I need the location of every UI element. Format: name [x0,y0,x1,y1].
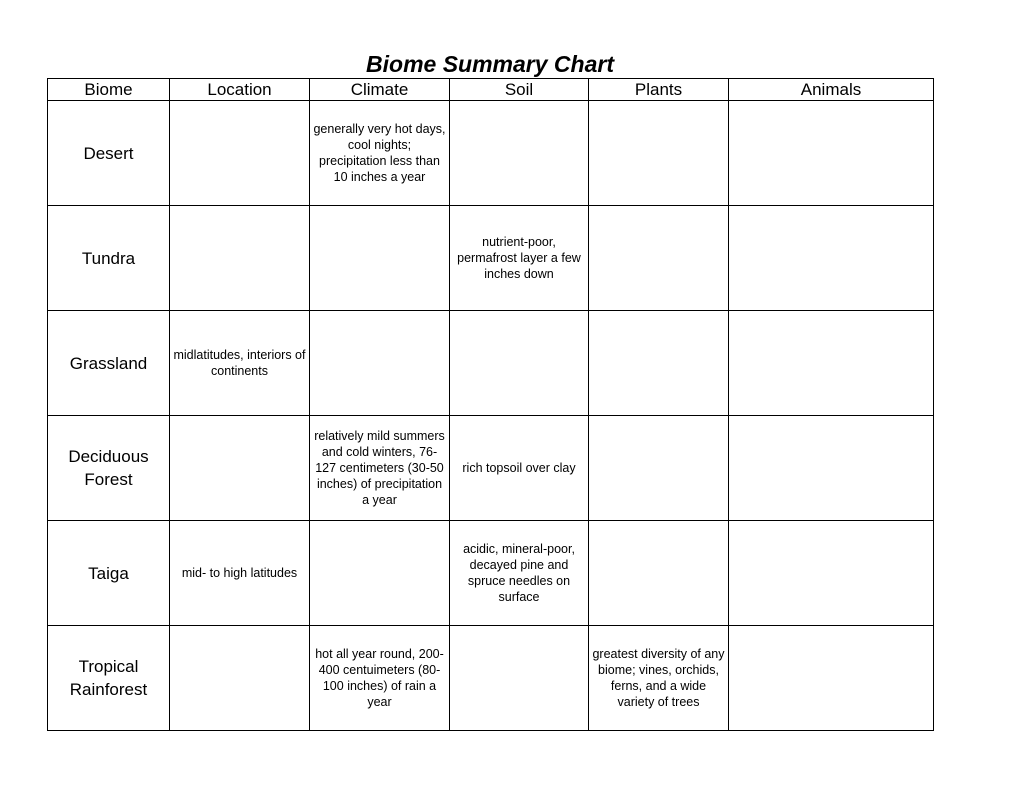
table-row [48,416,934,521]
location-cell [170,416,310,521]
biome-summary-table [47,78,934,731]
plants-cell [589,521,729,626]
plants-cell [589,416,729,521]
location-cell [170,101,310,206]
soil-cell: acidic, mineral-poor, decayed pine and spruce needles on surface [450,521,589,626]
soil-cell [450,311,589,416]
animals-cell [729,626,934,731]
soil-cell: nutrient-poor, permafrost layer a few inches down [450,206,589,311]
biome-name-cell: Desert [48,101,170,206]
page-title: Biome Summary Chart [366,51,614,77]
biome-name-cell: Grassland [48,311,170,416]
animals-cell [729,416,934,521]
animals-cell [729,101,934,206]
header-animals: Animals [729,79,934,101]
table-row [48,626,934,731]
biome-name-cell: Taiga [48,521,170,626]
biome-name-cell: Tundra [48,206,170,311]
biome-name-cell: Tropical Rainforest [48,626,170,731]
table-row [48,206,934,311]
climate-cell [310,521,450,626]
table-row [48,101,934,206]
plants-cell: greatest diversity of any biome; vines, orchids, ferns, and a wide variety of trees [589,626,729,731]
plants-cell [589,311,729,416]
location-cell [170,206,310,311]
header-soil: Soil [450,79,589,101]
soil-cell [450,101,589,206]
header-location: Location [170,79,310,101]
header-climate: Climate [310,79,450,101]
climate-cell [310,206,450,311]
animals-cell [729,521,934,626]
climate-cell: generally very hot days, cool nights; precipitation less than 10 inches a year [310,101,450,206]
header-biome: Biome [48,79,170,101]
soil-cell: rich topsoil over clay [450,416,589,521]
animals-cell [729,311,934,416]
location-cell: midlatitudes, interiors of continents [170,311,310,416]
climate-cell: hot all year round, 200-400 centuimeters (80-100 inches) of rain a year [310,626,450,731]
table-row [48,311,934,416]
table-row [48,521,934,626]
header-plants: Plants [589,79,729,101]
soil-cell [450,626,589,731]
header-row [48,79,934,101]
location-cell [170,626,310,731]
climate-cell: relatively mild summers and cold winters, 76-127 centimeters (30-50 inches) of precipitation a year [310,416,450,521]
animals-cell [729,206,934,311]
climate-cell [310,311,450,416]
plants-cell [589,101,729,206]
location-cell: mid- to high latitudes [170,521,310,626]
plants-cell [589,206,729,311]
biome-name-cell: Deciduous Forest [48,416,170,521]
